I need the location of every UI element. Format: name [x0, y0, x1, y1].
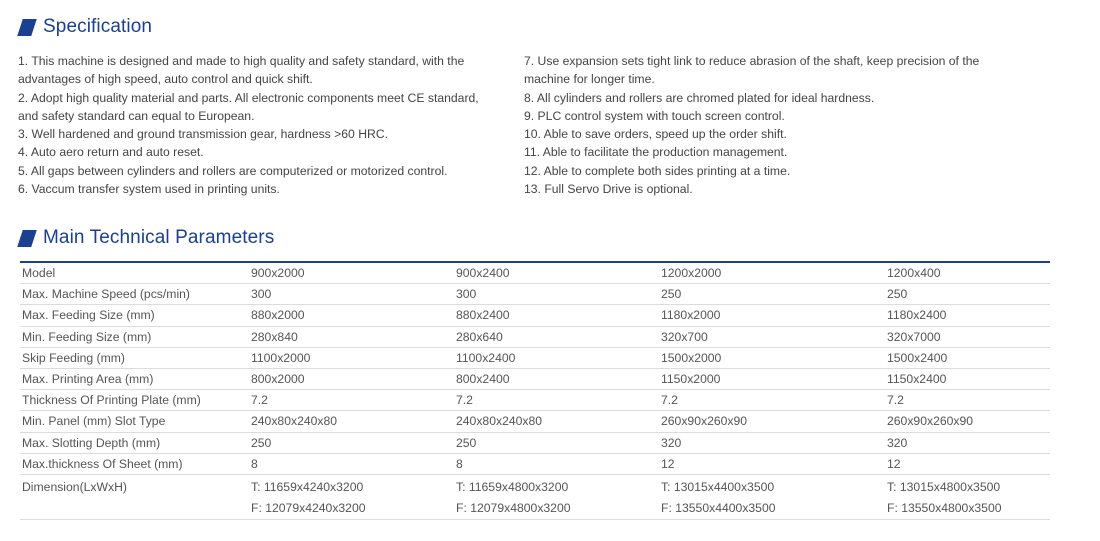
param-value: 320x700: [659, 326, 885, 347]
specification-right-list: [524, 52, 994, 198]
param-label: Model: [20, 262, 251, 284]
spec-item: 3. Well hardened and ground transmission gear, hardness >60 HRC.: [18, 127, 389, 142]
param-value: 240x80x240x80: [454, 411, 659, 432]
param-value-f: F: 12079x4240x3200: [251, 500, 366, 515]
param-value-f: F: 13550x4400x3500: [661, 500, 776, 515]
param-value: 1180x2400: [885, 305, 1050, 326]
table-row: [20, 305, 1050, 326]
table-row: [20, 432, 1050, 453]
param-value: 280x840: [251, 326, 454, 347]
parameters-table-body: [20, 262, 1050, 519]
param-label: Max. Printing Area (mm): [20, 368, 251, 389]
param-value: 1150x2000: [659, 368, 885, 389]
param-value: 320x7000: [885, 326, 1050, 347]
param-value: 800x2000: [251, 368, 454, 389]
param-value: 900x2400: [454, 262, 659, 284]
param-value: 260x90x260x90: [885, 411, 1050, 432]
spec-item: 8. All cylinders and rollers are chromed plated for ideal hardness.: [524, 90, 875, 105]
param-label: Max. Feeding Size (mm): [20, 305, 251, 326]
param-value: 7.2: [885, 390, 1050, 411]
param-value: [454, 474, 659, 519]
param-label: Max. Machine Speed (pcs/min): [20, 284, 251, 305]
param-value: 7.2: [454, 390, 659, 411]
param-value-t: T: 11659x4240x3200: [251, 479, 364, 494]
param-value: 8: [454, 453, 659, 474]
specification-title: Specification: [43, 16, 153, 37]
table-row: [20, 347, 1050, 368]
param-value: 260x90x260x90: [659, 411, 885, 432]
param-value: 880x2400: [454, 305, 659, 326]
param-value-t: T: 11659x4800x3200: [456, 479, 569, 494]
table-row: [20, 368, 1050, 389]
table-row-dimension: [20, 474, 1050, 519]
parameters-title: Main Technical Parameters: [43, 227, 275, 248]
param-label: Dimension(LxWxH): [20, 474, 251, 519]
param-label: Max. Slotting Depth (mm): [20, 432, 251, 453]
param-value: 250: [251, 432, 454, 453]
param-value: 12: [885, 453, 1050, 474]
param-value: 250: [454, 432, 659, 453]
param-value: 1100x2000: [251, 347, 454, 368]
param-value: 240x80x240x80: [251, 411, 454, 432]
param-value: 250: [659, 284, 885, 305]
param-value-t: T: 13015x4400x3500: [661, 479, 775, 494]
spec-item: 4. Auto aero return and auto reset.: [18, 145, 204, 160]
param-value: 7.2: [659, 390, 885, 411]
param-value: 300: [251, 284, 454, 305]
spec-item: 10. Able to save orders, speed up the order shift.: [524, 127, 787, 142]
param-value: 7.2: [251, 390, 454, 411]
param-value: 320: [885, 432, 1050, 453]
param-label: Min. Feeding Size (mm): [20, 326, 251, 347]
spec-item: 13. Full Servo Drive is optional.: [524, 182, 693, 197]
spec-item: 7. Use expansion sets tight link to reduce abrasion of the shaft, keep precision of the machine for longer time.: [524, 54, 980, 87]
param-value: 320: [659, 432, 885, 453]
parameters-table: [20, 261, 1050, 520]
spec-item: 5. All gaps between cylinders and rollers are computerized or motorized control.: [18, 163, 448, 178]
param-label: Min. Panel (mm) Slot Type: [20, 411, 251, 432]
spec-item: 12. Able to complete both sides printing at a time.: [524, 163, 791, 178]
param-value: 1150x2400: [885, 368, 1050, 389]
param-value: 300: [454, 284, 659, 305]
table-row: [20, 390, 1050, 411]
param-label: Thickness Of Printing Plate (mm): [20, 390, 251, 411]
param-value: 12: [659, 453, 885, 474]
param-value: 280x640: [454, 326, 659, 347]
spec-item: 11. Able to facilitate the production management.: [524, 145, 788, 160]
param-label: Max.thickness Of Sheet (mm): [20, 453, 251, 474]
param-value: [885, 474, 1050, 519]
table-row: [20, 453, 1050, 474]
parameters-heading: [20, 227, 274, 249]
param-value: [659, 474, 885, 519]
param-value: [251, 474, 454, 519]
param-value: 8: [251, 453, 454, 474]
param-value: 880x2000: [251, 305, 454, 326]
heading-bar-icon: [17, 230, 37, 247]
spec-item: 2. Adopt high quality material and parts. All electronic components meet CE standard, and safety standard can equal to European.: [18, 90, 479, 123]
param-value: 1180x2000: [659, 305, 885, 326]
param-value-f: F: 12079x4800x3200: [456, 500, 571, 515]
param-value: 1100x2400: [454, 347, 659, 368]
param-value: 1500x2400: [885, 347, 1050, 368]
spec-item: 9. PLC control system with touch screen control.: [524, 108, 785, 123]
table-row: [20, 284, 1050, 305]
param-value: 800x2400: [454, 368, 659, 389]
table-row: [20, 262, 1050, 284]
spec-item: 6. Vaccum transfer system used in printing units.: [18, 182, 280, 197]
specification-left-list: [18, 52, 488, 198]
heading-bar-icon: [17, 19, 37, 36]
param-value: 1200x400: [885, 262, 1050, 284]
table-row: [20, 326, 1050, 347]
specification-heading: [20, 16, 152, 38]
param-value-f: F: 13550x4800x3500: [887, 500, 1002, 515]
spec-item: 1. This machine is designed and made to high quality and safety standard, with the advantages of high speed, auto control and quick shift.: [18, 54, 465, 87]
param-label: Skip Feeding (mm): [20, 347, 251, 368]
param-value: 250: [885, 284, 1050, 305]
param-value: 1500x2000: [659, 347, 885, 368]
param-value: 900x2000: [251, 262, 454, 284]
table-row: [20, 411, 1050, 432]
param-value-t: T: 13015x4800x3500: [887, 479, 1001, 494]
param-value: 1200x2000: [659, 262, 885, 284]
